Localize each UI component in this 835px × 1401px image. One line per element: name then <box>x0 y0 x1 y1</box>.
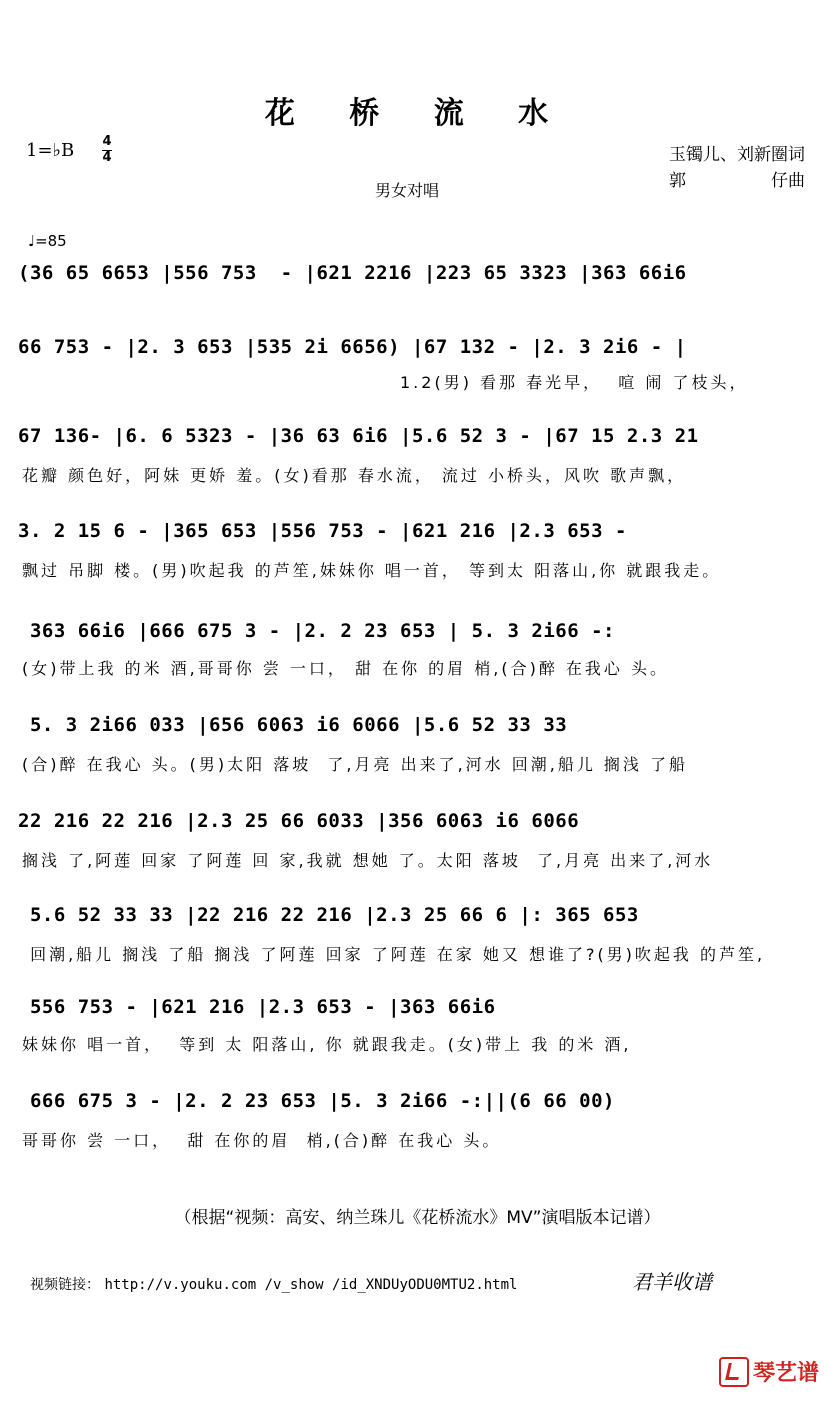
transcriber-signature: 君羊收谱 <box>632 1270 712 1294</box>
meter-bottom: 4 <box>102 150 112 165</box>
tempo-mark: ♩=85 <box>28 232 67 250</box>
site-logo <box>719 1356 819 1387</box>
melody-line: 3. 2 15 6 - |365 653 |556 753 - |621 216 |2.3 653 - <box>18 520 627 542</box>
lyricist: 玉镯儿、刘新圈词 <box>669 145 805 165</box>
logo-icon <box>719 1357 749 1387</box>
key-signature: 1=♭B <box>26 140 75 161</box>
video-link-label: 视频链接： <box>30 1277 100 1293</box>
melody-line: 67 136- |6. 6 5323 - |36 63 6i6 |5.6 52 3 - |67 15 2.3 21 <box>18 425 699 447</box>
melody-line: 5. 3 2i66 033 |656 6063 i6 6066 |5.6 52 33 33 <box>18 714 568 736</box>
lyric-line: 花瓣 颜色好，阿妹 更娇 羞。(女)看那 春水流， 流过 小桥头，风吹 歌声飘， <box>22 466 687 485</box>
meter-top: 4 <box>102 134 112 149</box>
melody-line: (36 65 6653 |556 753 - |621 2216 |223 65 3323 |363 66i6 <box>18 262 687 284</box>
transcription-note: （根据“视频：高安、纳兰珠儿《花桥流水》MV”演唱版本记谱） <box>174 1208 661 1228</box>
credits <box>669 142 805 194</box>
melody-line: 666 675 3 - |2. 2 23 653 |5. 3 2i66 -:||(6 66 00) <box>18 1090 615 1112</box>
lyric-line: 1.2(男) 看那 春光早， 喧 闹 了枝头， <box>400 373 749 392</box>
video-link-url[interactable]: http://v.youku.com /v_show /id_XNDUyODU0MTU2.html <box>104 1277 518 1293</box>
melody-line: 363 66i6 |666 675 3 - |2. 2 23 653 | 5. 3 2i66 -: <box>18 620 615 642</box>
melody-line: 5.6 52 33 33 |22 216 22 216 |2.3 25 66 6 |: 365 653 <box>18 904 639 926</box>
time-signature <box>102 135 112 165</box>
lyric-line: 搁浅 了,阿莲 回家 了阿莲 回 家,我就 想她 了。太阳 落坡 了,月亮 出来了,河水 <box>22 851 714 870</box>
logo-text: 琴艺谱 <box>752 1361 819 1386</box>
melody-line: 22 216 22 216 |2.3 25 66 6033 |356 6063 i6 6066 <box>18 810 580 832</box>
melody-line: 66 753 - |2. 3 653 |535 2i 6656) |67 132 - |2. 3 2i6 - | <box>18 336 687 358</box>
composer-surname: 郭 <box>669 171 686 191</box>
composer <box>669 168 805 194</box>
melody-line: 556 753 - |621 216 |2.3 653 - |363 66i6 <box>18 996 496 1018</box>
lyric-line: (女)带上我 的米 酒,哥哥你 尝 一口， 甜 在你 的眉 梢,(合)醉 在我心 头。 <box>22 659 670 678</box>
lyric-line: 回潮,船儿 搁浅 了船 搁浅 了阿莲 回家 了阿莲 在家 她又 想谁了?(男)吹起我 的芦笙, <box>22 945 766 964</box>
subtitle: 男女对唱 <box>375 181 440 200</box>
lyric-line: 妹妹你 唱一首， 等到 太 阳落山, 你 就跟我走。(女)带上 我 的米 酒, <box>22 1035 632 1054</box>
composer-suffix: 仔曲 <box>771 171 805 191</box>
song-title: 花 桥 流 水 <box>264 96 571 131</box>
lyric-line: (合)醉 在我心 头。(男)太阳 落坡 了,月亮 出来了,河水 回潮,船儿 搁浅 了船 <box>22 755 689 774</box>
video-link <box>30 1274 517 1294</box>
lyric-line: 飘过 吊脚 楼。(男)吹起我 的芦笙,妹妹你 唱一首， 等到太 阳落山,你 就跟我走。 <box>22 561 722 580</box>
lyric-line: 哥哥你 尝 一口， 甜 在你的眉 梢,(合)醉 在我心 头。 <box>22 1131 502 1150</box>
